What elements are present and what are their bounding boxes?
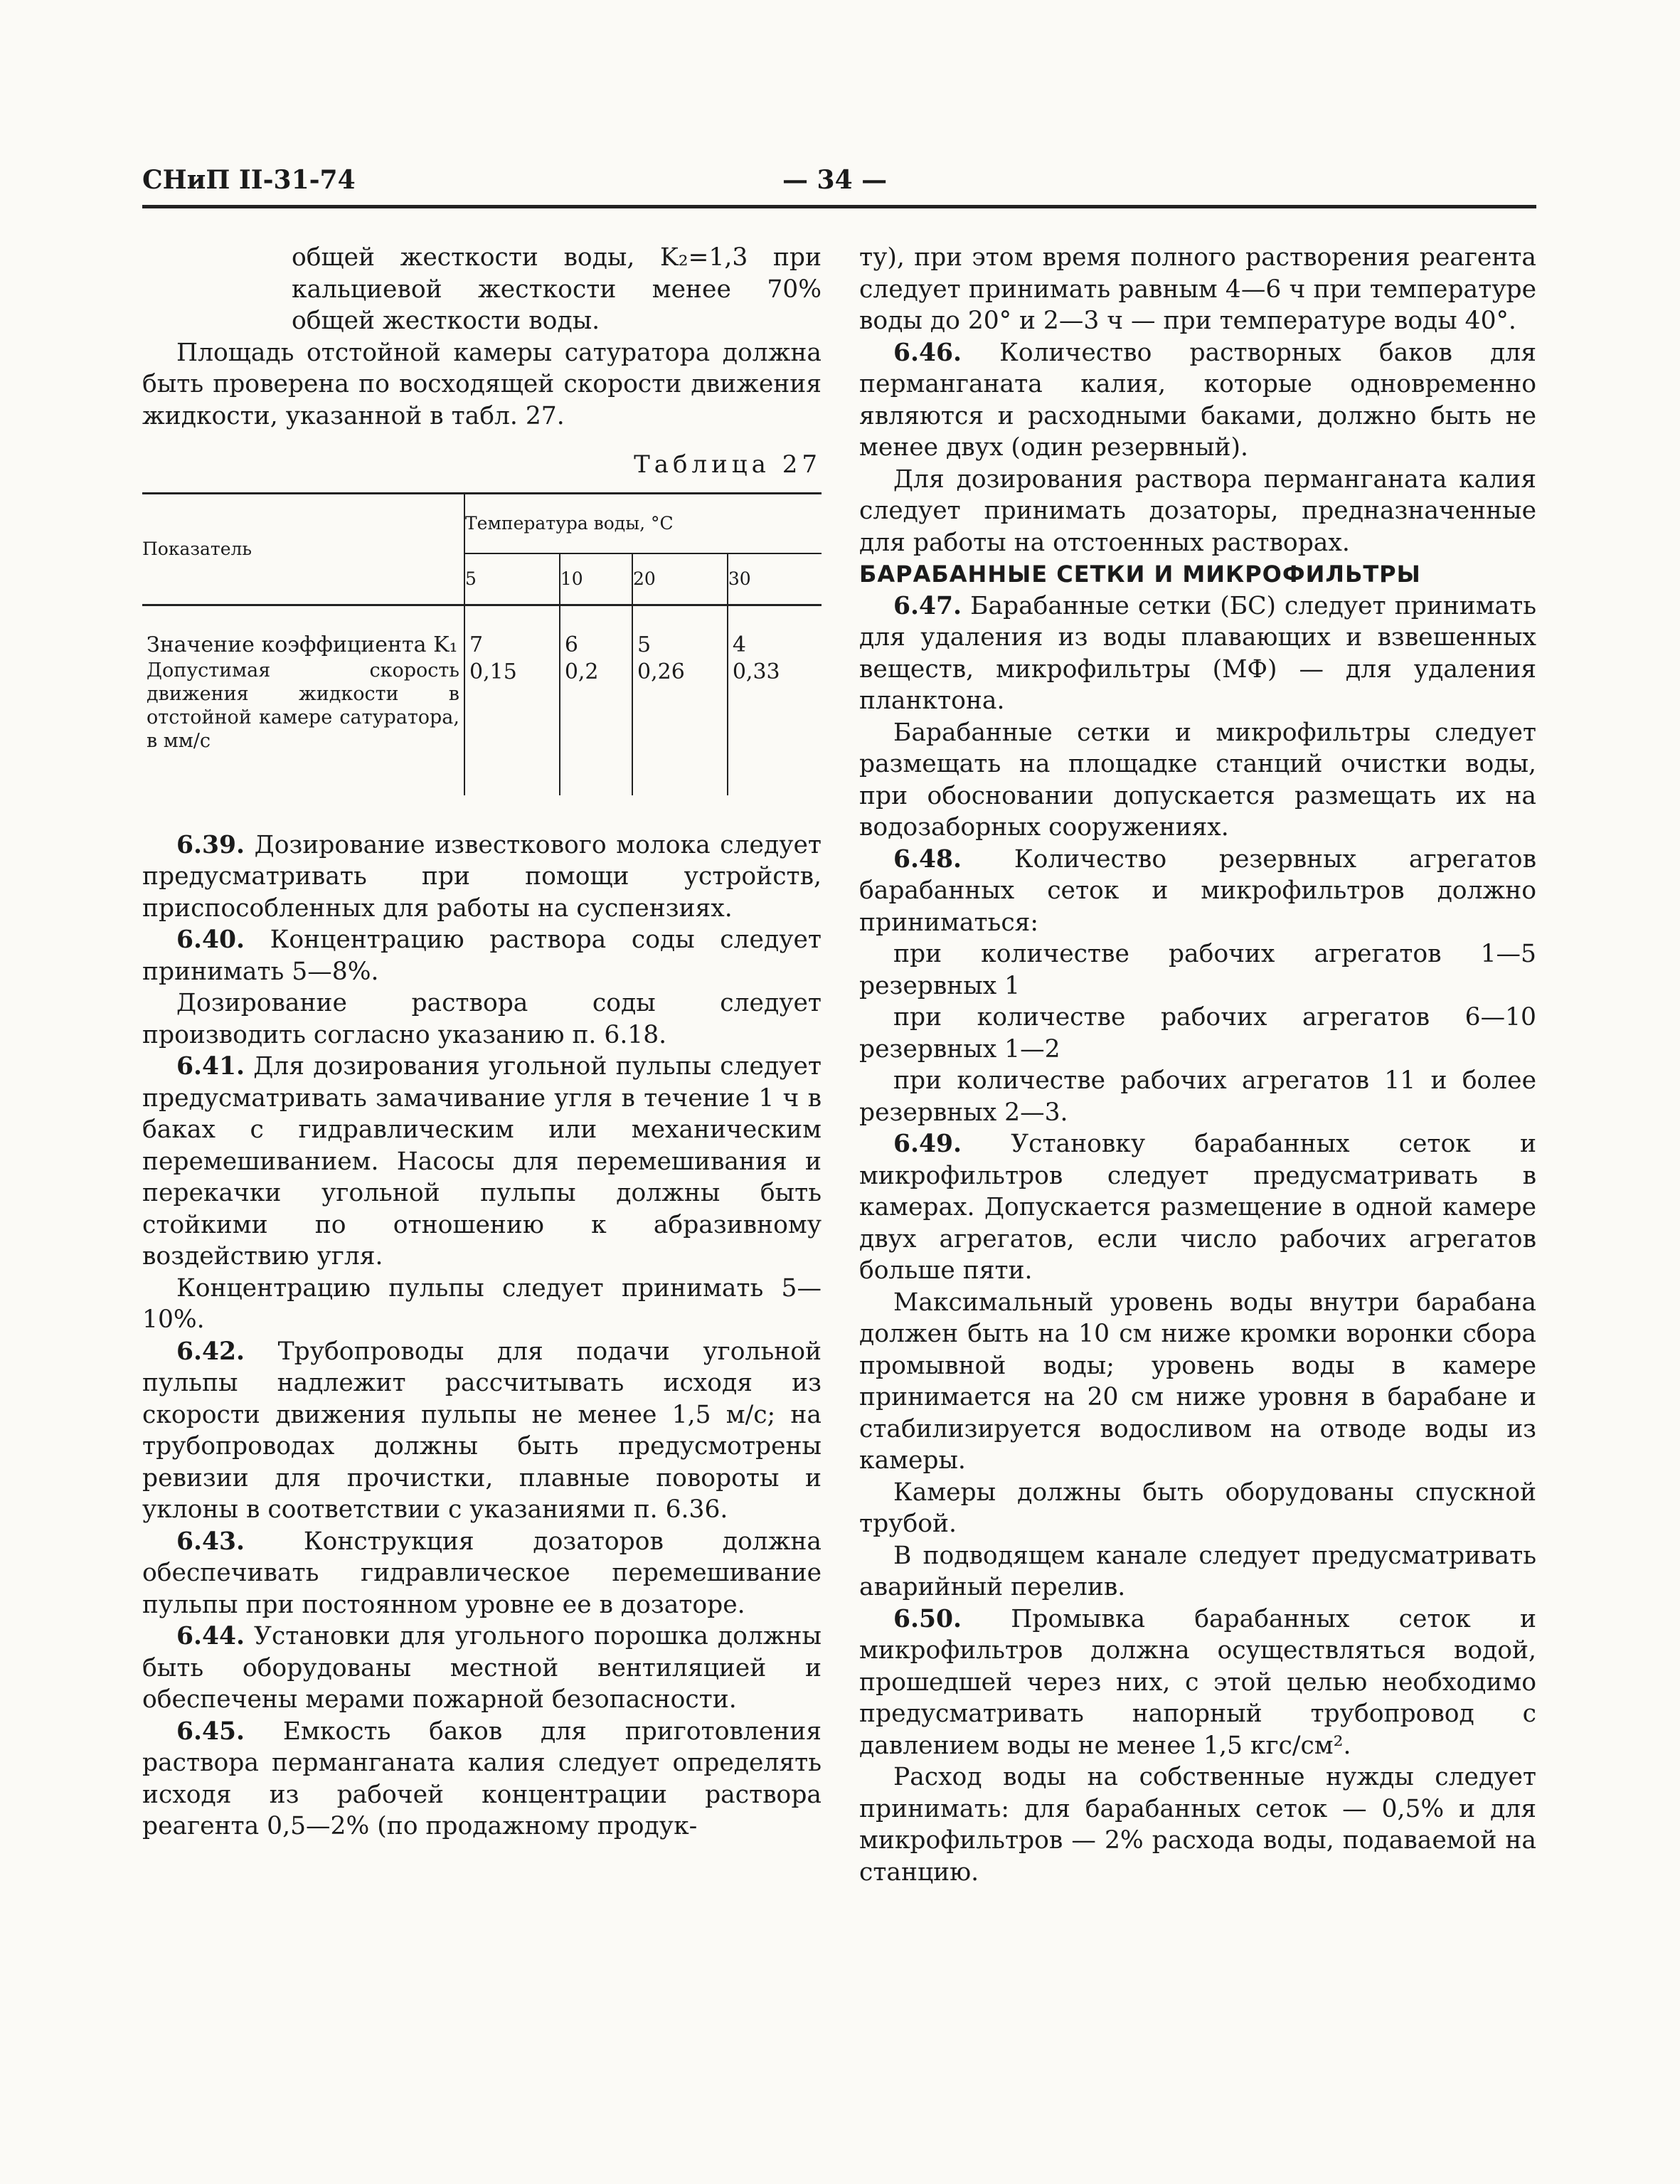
paragraph: Максимальный уровень воды внутри барабана должен быть на 10 см ниже кромки воронки сбора промывной воды; уровень воды в камере принимается на 20 см ниже уровня в барабане и стабилизируется водосливом на отводе воды из камеры.: [859, 1288, 1536, 1475]
table-cell: 4: [728, 605, 822, 659]
paragraph: Дозирование раствора соды следует производить согласно указанию п. 6.18.: [142, 989, 822, 1049]
paragraph: Площадь отстойной камеры сатуратора должна быть проверена по восходящей скорости движения жидкости, указанной в табл. 27.: [142, 338, 822, 430]
temp-header: 20: [632, 553, 728, 605]
left-paragraphs: [142, 829, 822, 1843]
continued-paragraph: общей жесткости воды, K₂=1,3 при кальциевой жесткости менее 70% общей жесткости воды.: [292, 243, 822, 335]
table-cell: 6: [560, 605, 632, 659]
table-cell: 0,15: [464, 659, 560, 795]
paragraph: 6.41. Для дозирования угольной пульпы следует предусматривать замачивание угля в течение 1 ч в баках с гидравлическим или механическим перемешиванием. Насосы для перемешивания и перекачки угольной пульпы должны быть стойкими по отношению к абразивному воздействию угля.: [142, 1052, 822, 1271]
paragraph: 6.47. Барабанные сетки (БС) следует принимать для удаления из воды плавающих и взвешенных веществ, микрофильтры (МФ) — для удаления планктона.: [859, 591, 1536, 715]
page-number: — 34 —: [782, 165, 888, 195]
paragraph: 6.42. Трубопроводы для подачи угольной пульпы надлежит рассчитывать исходя из скорости движения пульпы не менее 1,5 м/с; на трубопроводах должны быть предусмотрены ревизии для прочистки, плавные повороты и уклоны в соответствии с указаниями п. 6.36.: [142, 1337, 822, 1524]
paragraph: ту), при этом время полного растворения реагента следует принимать равным 4—6 ч при температуре воды до 20° и 2—3 ч — при температуре воды 40°.: [859, 243, 1536, 335]
table-cell: 0,2: [560, 659, 632, 795]
right-column: [859, 242, 1536, 1888]
paragraph: 6.48. Количество резервных агрегатов барабанных сеток и микрофильтров должно приниматься:: [859, 844, 1536, 937]
header-rule: [142, 205, 1536, 208]
paragraph: В подводящем канале следует предусматривать аварийный перелив.: [859, 1541, 1536, 1601]
paragraph: Барабанные сетки и микрофильтры следует размещать на площадке станций очистки воды, при обосновании допускается размещать их на водозаборных сооружениях.: [859, 718, 1536, 842]
table-row: [142, 659, 822, 795]
paragraph: 6.43. Конструкция дозаторов должна обеспечивать гидравлическое перемешивание пульпы при постоянном уровне ее в дозаторе.: [142, 1527, 822, 1619]
paragraph: 6.50. Промывка барабанных сеток и микрофильтров должна осуществляться водой, прошедшей через них, с этой целью необходимо предусматривать напорный трубопровод с давлением воды не менее 1,5 кгс/см².: [859, 1604, 1536, 1760]
paragraph: при количестве рабочих агрегатов 1—5 резервных 1: [859, 940, 1536, 1000]
col-header-parameter: Показатель: [142, 493, 464, 605]
paragraph: Для дозирования раствора перманганата калия следует принимать дозаторы, предназначенные для работы на отстоенных растворах.: [859, 465, 1536, 557]
temp-header: 10: [560, 553, 632, 605]
left-column: [142, 242, 822, 1843]
paragraph: Расход воды на собственные нужды следует принимать: для барабанных сеток — 0,5% и для микрофильтров — 2% расхода воды, подаваемой на станцию.: [859, 1763, 1536, 1887]
paragraph: при количестве рабочих агрегатов 11 и более резервных 2—3.: [859, 1066, 1536, 1127]
paragraph: при количестве рабочих агрегатов 6—10 резервных 1—2: [859, 1003, 1536, 1064]
paragraph: Камеры должны быть оборудованы спускной трубой.: [859, 1478, 1536, 1538]
paragraph: 6.45. Емкость баков для приготовления раствора перманганата калия следует определять исходя из рабочей концентрации раствора реагента 0,5—2% (по продажному продук-: [142, 1717, 822, 1840]
row-label: Допустимая скорость движения жидкости в отстойной камере сатуратора, в мм/с: [147, 659, 459, 752]
table-cell: 5: [632, 605, 728, 659]
paragraph: Концентрацию пульпы следует принимать 5—10%.: [142, 1273, 822, 1334]
row-label: Значение коэффициента K₁: [147, 632, 458, 657]
table-caption: Таблица 27: [634, 450, 822, 479]
col-header-temperature: Температура воды, °С: [464, 493, 822, 553]
document-code: СНиП II-31-74: [142, 165, 356, 195]
paragraph: 6.49. Установку барабанных сеток и микрофильтров следует предусматривать в камерах. Допускается размещение в одной камере двух агрегатов, если число рабочих агрегатов больше пяти.: [859, 1130, 1536, 1285]
section-title: БАРАБАННЫЕ СЕТКИ И МИКРОФИЛЬТРЫ: [859, 561, 1421, 588]
table-cell: 7: [464, 605, 560, 659]
table-cell: 0,26: [632, 659, 728, 795]
paragraph: 6.40. Концентрацию раствора соды следует принимать 5—8%.: [142, 926, 822, 986]
temp-header: 30: [728, 553, 822, 605]
paragraph: 6.44. Установки для угольного порошка должны быть оборудованы местной вентиляцией и обеспечены мерами пожарной безопасности.: [142, 1622, 822, 1714]
table-27: [142, 492, 822, 795]
paragraph: 6.39. Дозирование известкового молока следует предусматривать при помощи устройств, приспособленных для работы на суспензиях.: [142, 830, 822, 923]
table-row: [142, 605, 822, 659]
temp-header: 5: [464, 553, 560, 605]
paragraph: 6.46. Количество растворных баков для перманганата калия, которые одновременно являются и расходными баками, должно быть не менее двух (один резервный).: [859, 338, 1536, 462]
table-cell: 0,33: [728, 659, 822, 795]
